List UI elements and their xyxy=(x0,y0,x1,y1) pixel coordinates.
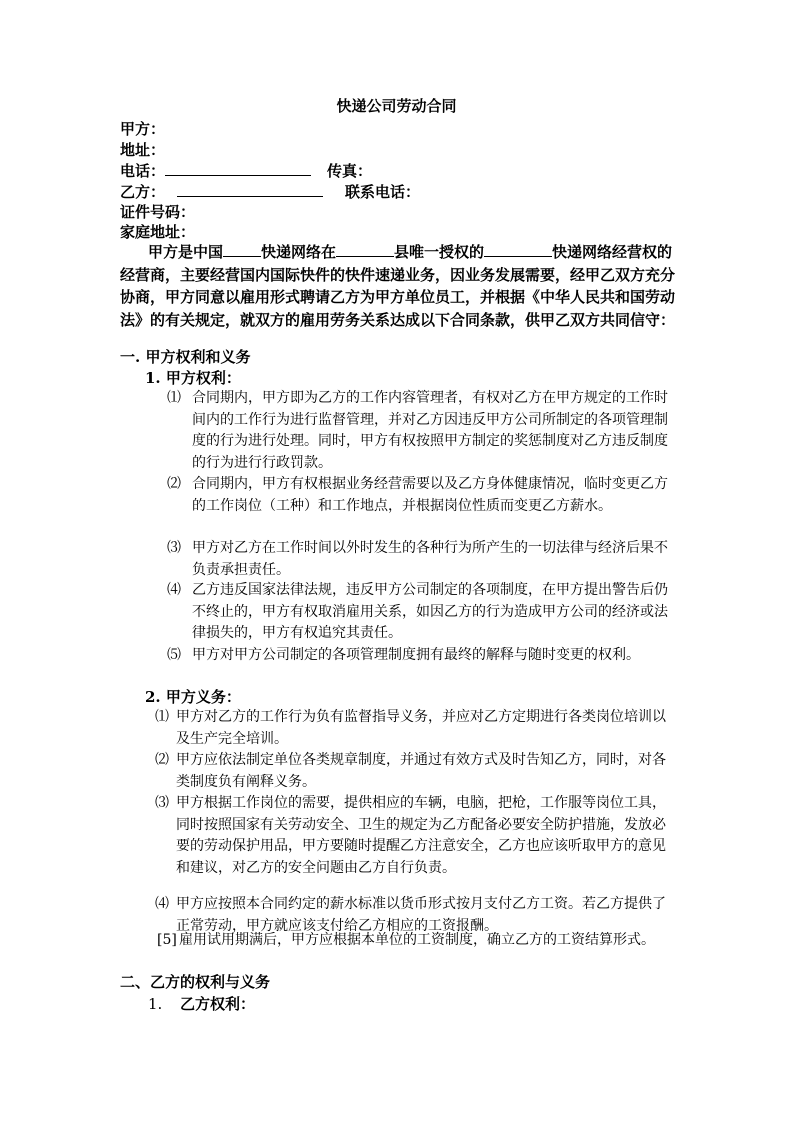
item-number: [5] xyxy=(157,932,177,948)
section-1-heading: 一. 甲方权利和义务 xyxy=(120,348,251,366)
fax-label: 传真： xyxy=(327,162,373,180)
item-number: ⑷ xyxy=(167,582,181,598)
party-a-duty-2 xyxy=(155,750,677,793)
item-text: 甲方对甲方公司制定的各项管理制度拥有最终的解释与随时变更的权利。 xyxy=(192,647,640,663)
party-b-rights-number: 1. xyxy=(148,995,163,1013)
item-text: 乙方违反国家法律法规，违反甲方公司制定的各项制度，在甲方提出警告后仍不终止的，甲方有权取消雇用关系，如因乙方的行为造成甲方公司的经济或法律损失的，甲方有权追究其责任。 xyxy=(192,582,668,641)
item-text: 甲方对乙方在工作时间以外时发生的各种行为所产生的一切法律与经济后果不负责承担责任。 xyxy=(192,540,668,578)
item-number: ⑶ xyxy=(167,540,181,556)
party-a-duty-5 xyxy=(157,930,677,952)
item-number: ⑴ xyxy=(167,390,181,406)
item-number: ⑷ xyxy=(155,896,169,912)
contact-phone-label: 联系电话： xyxy=(345,183,421,201)
intro-blank-2 xyxy=(336,241,394,257)
party-a-label: 甲方： xyxy=(120,120,166,138)
item-text: 甲方应依法制定单位各类规章制度，并通过有效方式及时告知乙方，同时，对各类制度负有阐释义务。 xyxy=(176,752,666,790)
intro-part-2: 快递网络在 xyxy=(261,243,337,261)
party-b-label: 乙方： xyxy=(120,183,166,201)
item-text: 雇用试用期满后，甲方应根据本单位的工资制度，确立乙方的工资结算形式。 xyxy=(179,932,655,948)
party-a-duty-1 xyxy=(155,707,677,750)
intro-part-4: 快递网络经营权的经营商，主要经营国内国际快件的快件速递业务，因业务发展需要，经甲乙双方充分协商，甲方同意以雇用形式聘请乙方为甲方单位员工，并根据《中华人民共和国劳动法》的有关规定，就双方的雇用劳务关系达成以下合同条款，供甲乙双方共同信守： xyxy=(120,243,676,330)
intro-blank-1 xyxy=(223,241,261,257)
intro-paragraph xyxy=(120,241,680,332)
id-number-label: 证件号码： xyxy=(120,203,196,221)
party-b-row xyxy=(120,181,420,202)
party-b-rights-heading: 乙方权利： xyxy=(180,995,256,1013)
item-number: ⑵ xyxy=(167,476,181,492)
intro-part-3: 县唯一授权的 xyxy=(394,243,485,261)
party-a-right-4 xyxy=(167,580,677,645)
party-a-right-5 xyxy=(167,645,677,667)
phone-row xyxy=(120,160,372,181)
item-number: ⑴ xyxy=(155,709,169,725)
party-b-blank xyxy=(177,181,323,197)
item-text: 甲方应按照本合同约定的薪水标准以货币形式按月支付乙方工资。若乙方提供了正常劳动，甲方就应该支付给乙方相应的工资报酬。 xyxy=(176,896,666,934)
item-text: 甲方根据工作岗位的需要，提供相应的车辆，电脑，把枪，工作服等岗位工具，同时按照国家有关劳动安全、卫生的规定为乙方配备必要安全防护措施，发放必要的劳动保护用品，甲方要随时提醒乙方注意安全，乙方也应该听取甲方的意见和建议，对乙方的安全问题由乙方自行负责。 xyxy=(176,795,666,876)
party-a-duties-heading: 2. 甲方义务： xyxy=(145,688,241,706)
item-text: 合同期内，甲方有权根据业务经营需要以及乙方身体健康情况，临时变更乙方的工作岗位（工种）和工作地点，并根据岗位性质而变更乙方薪水。 xyxy=(192,476,668,514)
address-label: 地址： xyxy=(120,141,166,159)
item-number: ⑵ xyxy=(155,752,169,768)
party-a-right-2 xyxy=(167,474,677,517)
party-a-rights-heading: 1. 甲方权利： xyxy=(145,369,241,387)
item-number: ⑸ xyxy=(167,647,181,663)
home-address-label: 家庭地址： xyxy=(120,223,196,241)
party-a-duty-3 xyxy=(155,793,677,879)
item-text: 合同期内，甲方即为乙方的工作内容管理者，有权对乙方在甲方规定的工作时间内的工作行为进行监督管理，并对乙方因违反甲方公司所制定的各项管理制度的行为进行处理。同时，甲方有权按照甲方制定的奖惩制度对乙方违反制度的行为进行行政罚款。 xyxy=(192,390,668,471)
intro-part-1: 甲方是中国 xyxy=(148,243,224,261)
party-a-right-1 xyxy=(167,388,677,474)
phone-label: 电话： xyxy=(120,162,166,180)
intro-blank-3 xyxy=(484,241,552,257)
item-text: 甲方对乙方的工作行为负有监督指导义务，并应对乙方定期进行各类岗位培训以及生产完全培训。 xyxy=(176,709,666,747)
item-number: ⑶ xyxy=(155,795,169,811)
section-2-heading: 二、乙方的权利与义务 xyxy=(120,973,271,991)
document-title: 快递公司劳动合同 xyxy=(336,97,457,115)
party-a-right-3 xyxy=(167,538,677,581)
phone-blank xyxy=(165,160,311,176)
